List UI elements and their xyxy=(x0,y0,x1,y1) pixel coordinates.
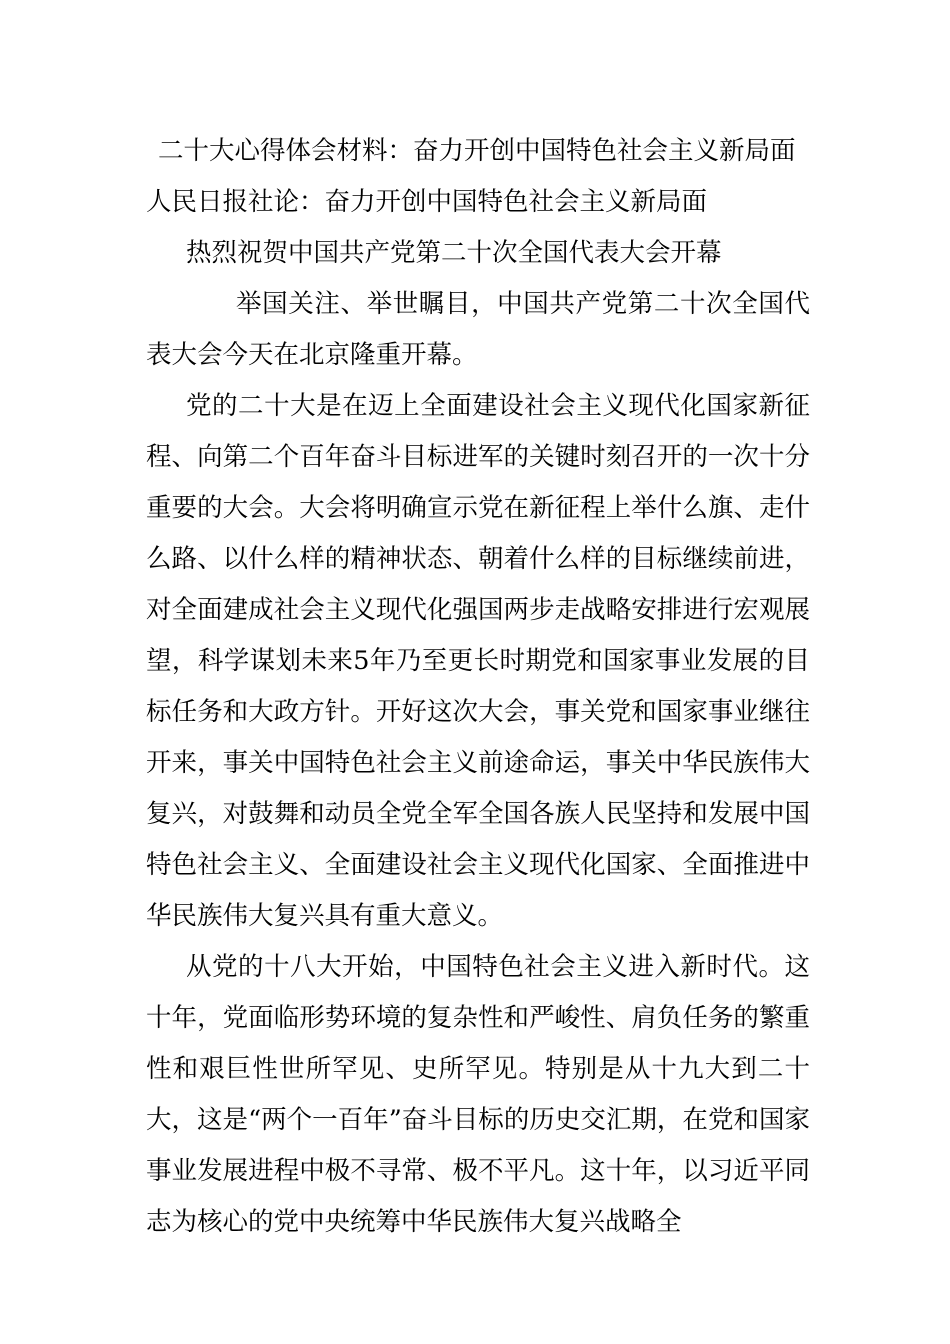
paragraph-opening: 举国关注、举世瞩目，中国共产党第二十次全国代表大会今天在北京隆重开幕。 xyxy=(146,289,810,370)
paragraph-new-era: 从党的十八大开始，中国特色社会主义进入新时代。这十年，党面临形势环境的复杂性和严峻性、肩负任务的繁重性和艰巨性世所罕见、史所罕见。特别是从十九大到二十大，这是“两个一百年”奋斗目标的历史交汇期，在党和国家事业发展进程中极不寻常、极不平凡。这十年，以习近平同志为核心的党中央统筹中华民族伟大复兴战略全 xyxy=(146,952,810,1237)
paragraph-significance: 党的二十大是在迈上全面建设社会主义现代化国家新征程、向第二个百年奋斗目标进军的关键时刻召开的一次十分重要的大会。大会将明确宣示党在新征程上举什么旗、走什么路、以什么样的精神状态、朝着什么样的目标继续前进，对全面建成社会主义现代化强国两步走战略安排进行宏观展望，科学谋划未来5年乃至更长时期党和国家事业发展的目标任务和大政方针。开好这次大会，事关党和国家事业继往开来，事关中国特色社会主义前途命运，事关中华民族伟大复兴，对鼓舞和动员全党全军全国各族人民坚持和发展中国特色社会主义、全面建设社会主义现代化国家、全面推进中华民族伟大复兴具有重大意义。 xyxy=(146,391,810,931)
document-body xyxy=(146,126,810,1248)
heading-line-2: 人民日报社论：奋力开创中国特色社会主义新局面 xyxy=(146,187,708,217)
heading-line-1: 二十大心得体会材料：奋力开创中国特色社会主义新局面 xyxy=(158,136,796,166)
heading-line-3: 热烈祝贺中国共产党第二十次全国代表大会开幕 xyxy=(186,238,722,268)
